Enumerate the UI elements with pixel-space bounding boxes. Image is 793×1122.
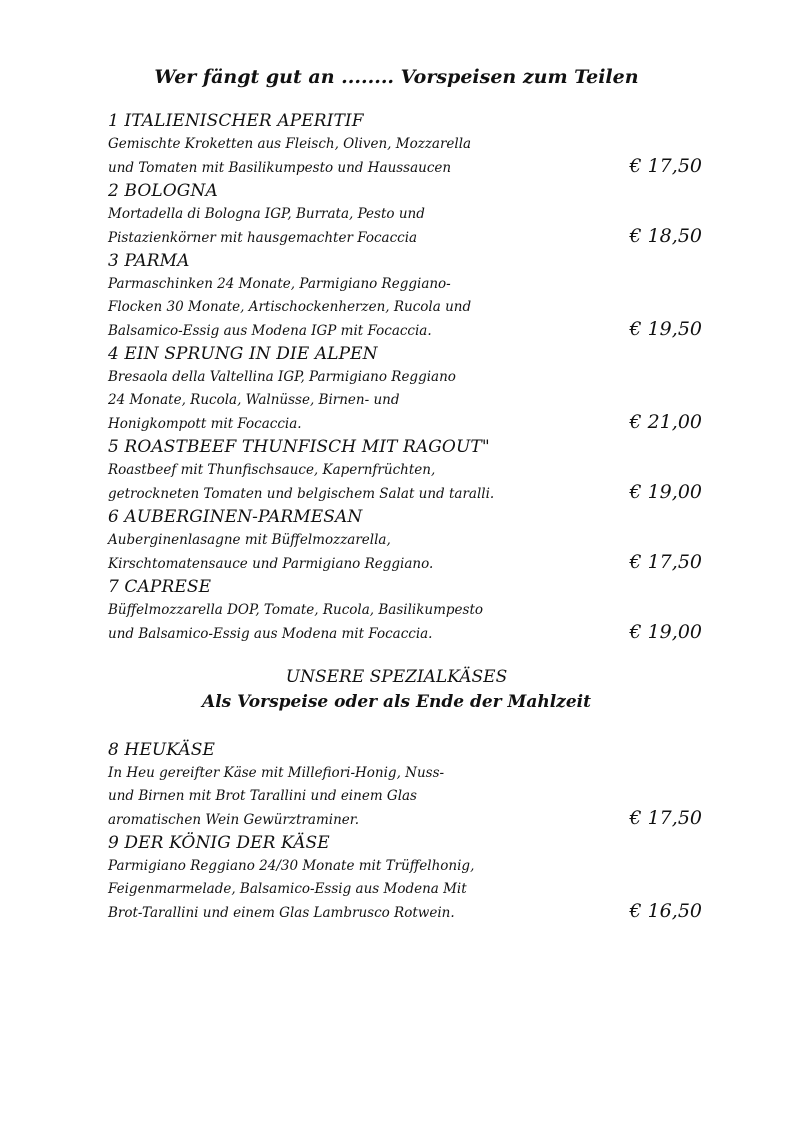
description-line: aromatischen Wein Gewürztraminer. (108, 812, 360, 828)
description-line: Bresaola della Valtellina IGP, Parmigiano Reggiano (108, 369, 456, 385)
description-line: Honigkompott mit Focaccia. (108, 416, 302, 432)
menu-item-price: € 18,50 (629, 225, 702, 247)
menu-item-price: € 21,00 (629, 411, 702, 433)
description-line: Flocken 30 Monate, Artischockenherzen, Rucola und (108, 299, 472, 315)
description-line: Gemischte Kroketten aus Fleisch, Oliven, Mozzarella (108, 136, 472, 152)
menu-item-description (108, 855, 608, 925)
menu-item-price: € 16,50 (629, 900, 702, 922)
menu-item-name: 8 HEUKÄSE (108, 740, 216, 760)
description-line: Feigenmarmelade, Balsamico-Essig aus Modena Mit (108, 881, 467, 897)
description-line: und Birnen mit Brot Tarallini und einem Glas (108, 788, 417, 804)
menu-item-name: 5 ROASTBEEF THUNFISCH MIT RAGOUT" (108, 437, 490, 457)
description-line: und Tomaten mit Basilikumpesto und Haussaucen (108, 160, 452, 176)
description-line: Parmigiano Reggiano 24/30 Monate mit Trüffelhonig, (108, 858, 475, 874)
menu-item (108, 832, 708, 925)
description-line: getrockneten Tomaten und belgischem Salat und taralli. (108, 486, 495, 502)
description-line: Pistazienkörner mit hausgemachter Focaccia (108, 230, 418, 246)
description-line: In Heu gereifter Käse mit Millefiori-Honig, Nuss- (108, 765, 445, 781)
description-line: Auberginenlasagne mit Büffelmozzarella, (108, 532, 391, 548)
description-line: Balsamico-Essig aus Modena IGP mit Focaccia. (108, 323, 432, 339)
menu-item-description (108, 203, 608, 250)
menu-item-price: € 19,00 (629, 481, 702, 503)
description-line: Büffelmozzarella DOP, Tomate, Rucola, Basilikumpesto (108, 602, 483, 618)
menu-item-price: € 17,50 (629, 551, 702, 573)
menu-item (108, 250, 708, 343)
menu-item-name: 9 DER KÖNIG DER KÄSE (108, 833, 330, 853)
menu-item-description (108, 762, 608, 832)
menu-item-price: € 19,50 (629, 318, 702, 340)
cheese-heading (0, 665, 793, 715)
description-line: Roastbeef mit Thunfischsauce, Kapernfrüchten, (108, 462, 436, 478)
menu-item-name: 2 BOLOGNA (108, 181, 218, 201)
cheese-list (108, 739, 708, 925)
menu-item-description (108, 459, 608, 506)
menu-item (108, 343, 708, 436)
starters-list (108, 110, 708, 646)
cheese-heading-title: UNSERE SPEZIALKÄSES (285, 667, 508, 687)
menu-item-description (108, 273, 608, 343)
menu-item-name: 4 EIN SPRUNG IN DIE ALPEN (108, 344, 378, 364)
menu-item (108, 576, 708, 646)
menu-item-name: 3 PARMA (108, 251, 190, 271)
description-line: Brot-Tarallini und einem Glas Lambrusco Rotwein. (108, 905, 455, 921)
menu-item-price: € 19,00 (629, 621, 702, 643)
menu-item (108, 180, 708, 250)
description-line: und Balsamico-Essig aus Modena mit Focaccia. (108, 626, 433, 642)
description-line: Kirschtomatensauce und Parmigiano Reggiano. (108, 556, 434, 572)
menu-item-price: € 17,50 (629, 807, 702, 829)
menu-item (108, 110, 708, 180)
menu-item-description (108, 366, 608, 436)
menu-item-name: 1 ITALIENISCHER APERITIF (108, 111, 364, 131)
menu-item (108, 506, 708, 576)
cheese-heading-subtitle: Als Vorspeise oder als Ende der Mahlzeit (202, 692, 591, 712)
menu-item-description (108, 133, 608, 180)
description-line: Mortadella di Bologna IGP, Burrata, Pesto und (108, 206, 425, 222)
description-line: Parmaschinken 24 Monate, Parmigiano Reggiano- (108, 276, 451, 292)
menu-item (108, 739, 708, 832)
menu-item-price: € 17,50 (629, 155, 702, 177)
page-title: Wer fängt gut an ........ Vorspeisen zum Teilen (154, 66, 639, 88)
menu-item (108, 436, 708, 506)
menu-item-name: 6 AUBERGINEN-PARMESAN (108, 507, 363, 527)
menu-item-description (108, 599, 608, 646)
menu-item-description (108, 529, 608, 576)
menu-item-name: 7 CAPRESE (108, 577, 212, 597)
description-line: 24 Monate, Rucola, Walnüsse, Birnen- und (108, 392, 400, 408)
